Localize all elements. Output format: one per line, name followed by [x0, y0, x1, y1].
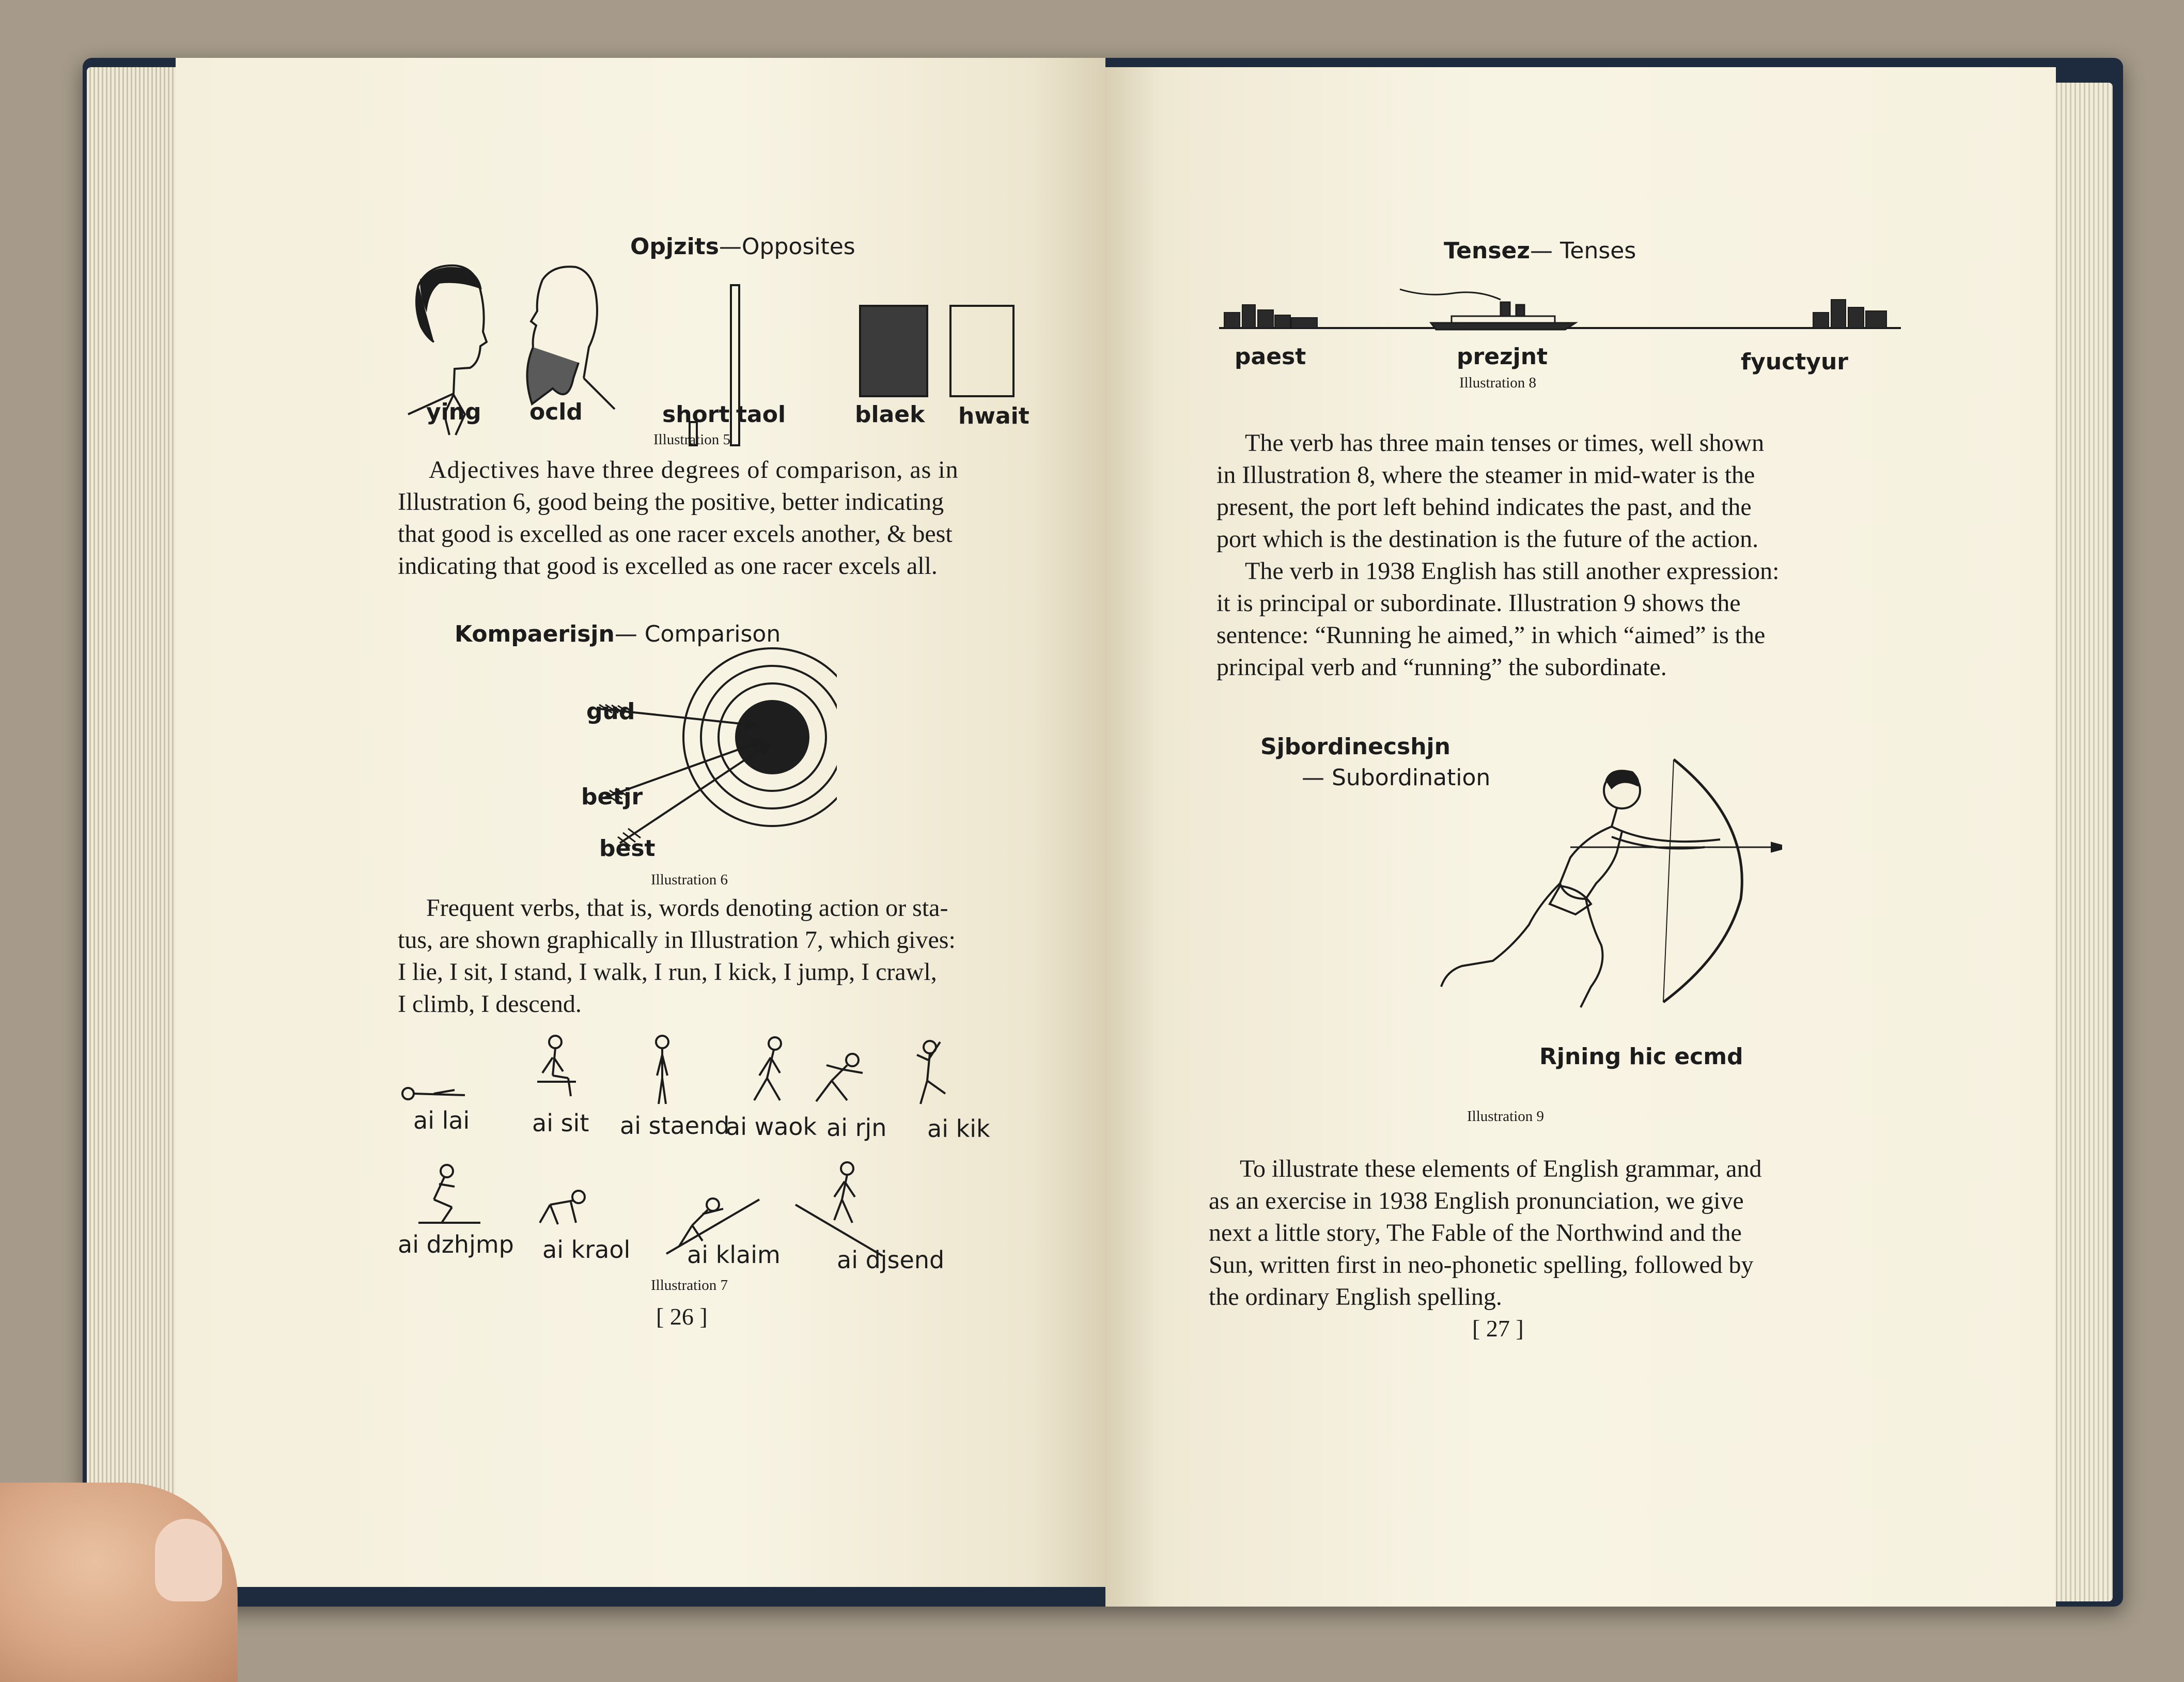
illustration6-heading-phonetic: Kompaerisjn — [455, 621, 615, 647]
illustration5-heading-phonetic: Opjzits — [630, 233, 719, 260]
illustration5-caption: Illustration 5 — [653, 431, 731, 448]
target-drawing — [589, 605, 837, 853]
thumbnail — [155, 1519, 222, 1601]
white-square-icon — [950, 306, 1013, 396]
illustration5-heading — [630, 233, 855, 260]
sitting-figure-icon — [537, 1036, 576, 1096]
right-paragraph3-line2: as an exercise in 1938 English pronunciation, we give — [1209, 1187, 1744, 1214]
running-archer-icon — [1441, 759, 1782, 1007]
label-prezjnt: prezjnt — [1457, 344, 1548, 370]
left-page-number: [ 26 ] — [656, 1303, 708, 1330]
label-best: best — [599, 835, 656, 862]
illustration8-heading-english: — Tenses — [1530, 238, 1636, 264]
label-ai-staend: ai staend — [620, 1112, 730, 1140]
steamer-icon — [1400, 289, 1575, 330]
future-port-icon — [1813, 300, 1886, 328]
left-paragraph1-line4: indicating that good is excelled as one racer excels all. — [398, 552, 938, 580]
illustration8-heading — [1444, 238, 1636, 264]
left-paragraph2-line3: I lie, I sit, I stand, I walk, I run, I kick, I jump, I crawl, — [398, 958, 937, 986]
lying-figure-icon — [402, 1088, 465, 1099]
running-figure-icon — [816, 1054, 863, 1101]
black-square-icon — [860, 306, 927, 396]
right-page — [1105, 67, 2056, 1607]
right-paragraph3-line5: the ordinary English spelling. — [1209, 1283, 1502, 1311]
crawling-figure-icon — [540, 1191, 585, 1224]
label-ai-lai: ai lai — [413, 1107, 470, 1134]
label-hwait: hwait — [958, 403, 1029, 429]
label-ai-dzhjmp: ai dzhjmp — [398, 1231, 514, 1258]
standing-figure-icon — [656, 1036, 668, 1104]
label-ai-klaim: ai klaim — [687, 1241, 781, 1269]
right-paragraph1-line3: present, the port left behind indicates the past, and the — [1216, 493, 1752, 521]
right-paragraph2-line2: it is principal or subordinate. Illustration 9 shows the — [1216, 589, 1741, 617]
right-paragraph3-line1: To illustrate these elements of English grammar, and — [1240, 1155, 1762, 1182]
left-paragraph1-line2: Illustration 6, good being the positive, better indicating — [398, 488, 944, 516]
left-paragraph1-line3: that good is excelled as one racer excels another, & best — [398, 520, 953, 548]
illustration9-heading-phonetic: Sjbordinecshjn — [1260, 734, 1450, 760]
right-paragraph3-line3: next a little story, The Fable of the Northwind and the — [1209, 1219, 1742, 1247]
right-paragraph2-line1: The verb in 1938 English has still another expression: — [1245, 557, 1780, 585]
label-paest: paest — [1235, 344, 1306, 370]
label-ai-kraol: ai kraol — [542, 1236, 631, 1264]
label-betjr: betjr — [581, 784, 643, 810]
label-ai-waok: ai waok — [726, 1113, 817, 1141]
left-paragraph1-line1: Adjectives have three degrees of comparison, as in — [429, 456, 959, 484]
right-paragraph3-line4: Sun, written first in neo-phonetic spelling, followed by — [1209, 1251, 1754, 1279]
label-blaek: blaek — [855, 401, 925, 428]
right-paragraph1-line4: port which is the destination is the future of the action. — [1216, 525, 1759, 553]
right-paragraph1-line2: in Illustration 8, where the steamer in mid-water is the — [1216, 461, 1755, 489]
right-page-number: [ 27 ] — [1472, 1315, 1524, 1342]
tenses-drawing — [1219, 269, 1911, 336]
label-ai-rjn: ai rjn — [826, 1114, 887, 1142]
left-page-edges — [87, 67, 185, 1591]
illustration9-heading-english: — Subordination — [1302, 765, 1491, 791]
illustration8-heading-phonetic: Tensez — [1444, 238, 1530, 264]
label-fyuctyur: fyuctyur — [1741, 349, 1848, 375]
jumping-figure-icon — [418, 1165, 480, 1223]
label-taol: taol — [736, 401, 786, 428]
label-rjning-hic-ecmd: Rjning hic ecmd — [1539, 1044, 1743, 1070]
illustration7-caption: Illustration 7 — [651, 1277, 728, 1294]
label-ying: ying — [426, 399, 481, 425]
label-ai-djsend: ai djsend — [837, 1246, 945, 1274]
label-ai-sit: ai sit — [532, 1109, 589, 1137]
illustration8-caption: Illustration 8 — [1459, 375, 1537, 391]
label-short: short — [662, 401, 730, 428]
left-paragraph2-line4: I climb, I descend. — [398, 990, 582, 1018]
illustration5-heading-english: —Opposites — [719, 233, 855, 260]
illustration6-heading-english: — Comparison — [614, 621, 781, 647]
left-paragraph2-line1: Frequent verbs, that is, words denoting action or sta- — [426, 894, 948, 922]
old-man-head-icon — [527, 267, 615, 409]
label-ai-kik: ai kik — [927, 1115, 990, 1143]
right-paragraph1-line1: The verb has three main tenses or times, well shown — [1245, 429, 1765, 457]
target-bullseye-icon — [735, 700, 809, 774]
label-ocld: ocld — [529, 399, 583, 425]
right-paragraph2-line4: principal verb and “running” the subordinate. — [1216, 653, 1667, 681]
walking-figure-icon — [754, 1037, 781, 1100]
descending-figure-icon — [795, 1162, 883, 1256]
left-page — [176, 58, 1105, 1587]
right-paragraph2-line3: sentence: “Running he aimed,” in which “aimed” is the — [1216, 621, 1766, 649]
illustration6-caption: Illustration 6 — [651, 871, 728, 888]
label-gud: gud — [586, 698, 635, 725]
illustration9-caption: Illustration 9 — [1467, 1108, 1545, 1125]
kicking-figure-icon — [917, 1041, 945, 1104]
left-paragraph2-line2: tus, are shown graphically in Illustration 7, which gives: — [398, 926, 956, 954]
past-port-icon — [1224, 305, 1317, 328]
